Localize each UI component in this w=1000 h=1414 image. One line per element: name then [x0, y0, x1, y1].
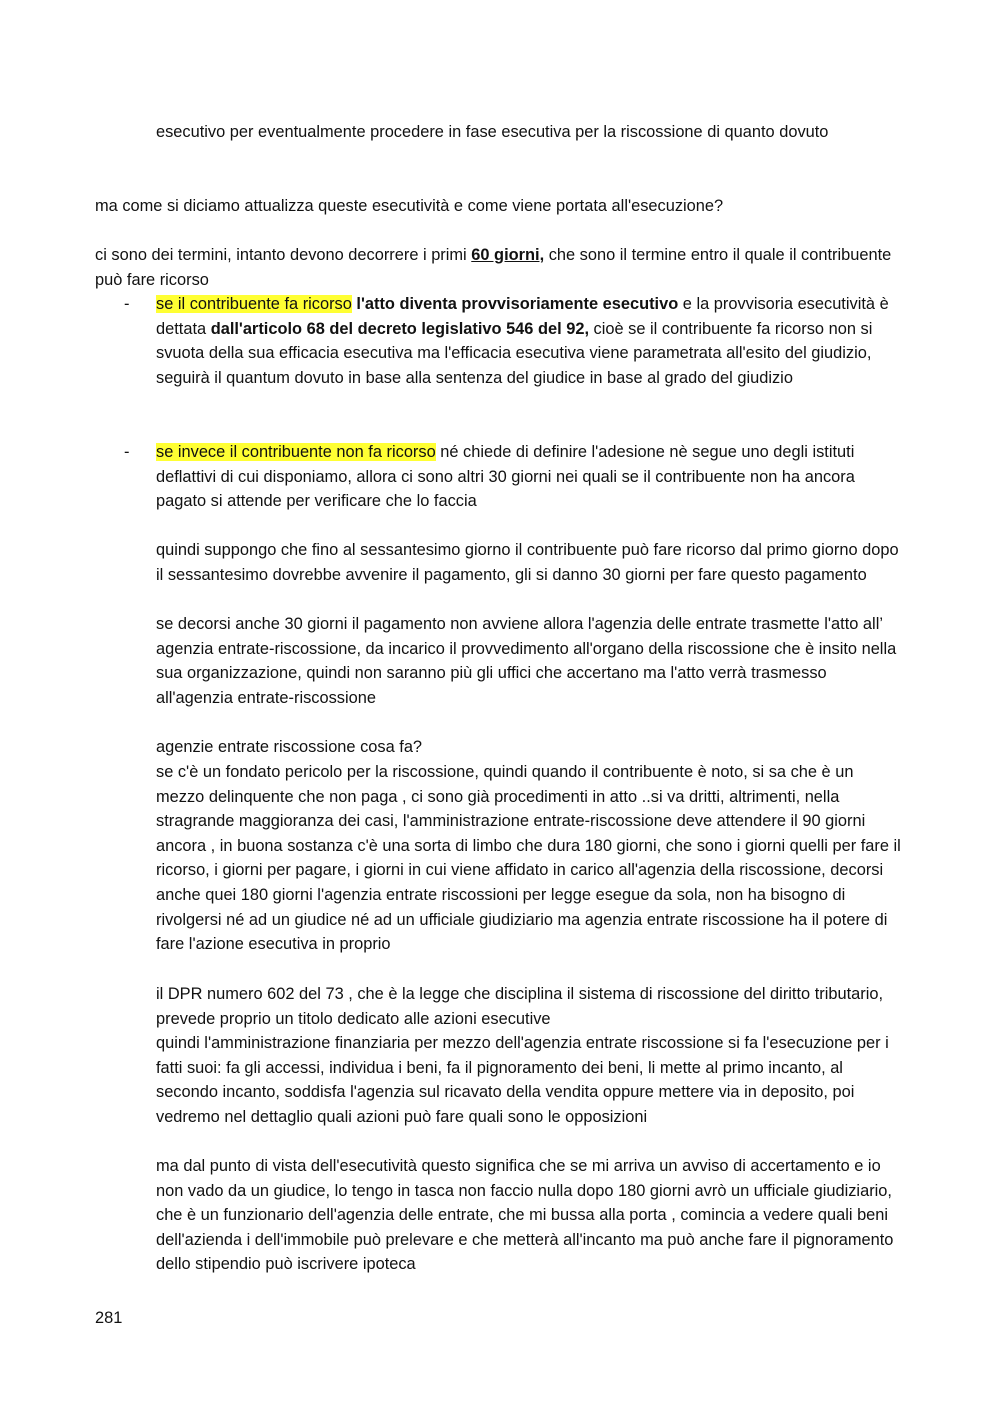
bullet2-text: né chiede di definire l'adesione nè segue uno degli istituti deflattivi di cui disponiamo, allora ci sono altri 30 giorni nei quali se il contribuente non ha ancora pagato si attende per verificare che lo faccia — [156, 443, 855, 511]
terms-text-a: ci sono dei termini, intanto devono decorrere i primi — [95, 246, 472, 264]
page-number: 281 — [95, 1309, 123, 1327]
highlight-fa-ricorso: se il contribuente fa ricorso — [156, 295, 352, 313]
bold-articolo-68: dall'articolo 68 del decreto legislativo 546 del 92, — [210, 319, 589, 338]
bullet1-text-2: cioè se il contribuente fa ricorso non si svuota della sua efficacia esecutiva ma l'efficacia esecutiva viene parametrata all'esito del giudizio, seguirà il quantum dovuto in base alla sentenza del giudice in base al grado del giudizio — [156, 319, 873, 387]
terms-text-c: che sono il termine entro il quale il contribuente può fare ricorso — [95, 246, 892, 289]
terms-sixty-days: 60 giorni, — [471, 246, 545, 264]
paragraph-decorsi: se decorsi anche 30 giorni il pagamento non avviene allora l'agenzia delle entrate trasmette l'atto all’ agenzia entrate-riscossione, da incarico il provvedimento all'organo della riscossione che è insito nella sua organizzazione, quindi non saranno più gli uffici che accertano ma l'atto verrà trasmesso all'agenzia entrate-riscossione — [156, 615, 897, 707]
bold-provvisoriamente: l'atto diventa provvisoriamente esecutivo — [351, 295, 679, 313]
paragraph-esecutivita: ma dal punto di vista dell'esecutività questo significa che se mi arriva un avviso di accertamento e io non vado da un giudice, lo tengo in tasca non faccio nulla dopo 180 giorni avrò un ufficiale giudiziario, che è un funzionario dell'agenzia delle entrate, che mi bussa alla porta , comincia a vedere quali beni dell'azienda i dell'immobile può prelevare e che metterà all'incanto ma può anche fare il pignoramento dello stipendio può iscrivere ipoteca — [156, 1157, 894, 1274]
bullet-ricorso — [156, 292, 904, 390]
bullet-non-ricorso — [156, 440, 904, 514]
paragraph-top: esecutivo per eventualmente procedere in fase esecutiva per la riscossione di quanto dovuto — [156, 123, 829, 141]
paragraph-pericolo: se c'è un fondato pericolo per la riscossione, quindi quando il contribuente è noto, si sa che è un mezzo delinquente che non paga , ci sono già procedimenti in atto ..si va dritti, altrimenti, nella stragrande maggioranza dei casi, l'amministrazione entrate-riscossione deve attendere il 90 giorni ancora , in buona sostanza c'è una sorta di limbo che dura 180 giorni, che sono i giorni quelli per fare il ricorso, i giorni per pagare, i giorni in cui viene affidato in carico all'agenzia della riscossione, decorsi anche quei 180 giorni l'agenzia entrate riscossioni per legge esegue da sola, non ha bisogno di rivolgersi né ad un giudice né ad un ufficiale giudiziario ma agenzia entrate riscossione ha il potere di fare l'azione esecutiva in proprio — [156, 763, 901, 954]
paragraph-dpr: il DPR numero 602 del 73 , che è la legge che disciplina il sistema di riscossione del diritto tributario, prevede proprio un titolo dedicato alle azioni esecutive — [156, 985, 884, 1028]
paragraph-agenzie: agenzie entrate riscossione cosa fa? — [156, 738, 423, 756]
paragraph-terms — [95, 243, 905, 292]
bullet1-text-1: e la provvisoria esecutività è dettata — [156, 295, 889, 338]
paragraph-quindi: quindi suppongo che fino al sessantesimo giorno il contribuente può fare ricorso dal primo giorno dopo il sessantesimo dovrebbe avvenire il pagamento, gli si danno 30 giorni per fare questo pagamento — [156, 541, 899, 584]
paragraph-question: ma come si diciamo attualizza queste esecutività e come viene portata all'esecuzione? — [95, 197, 724, 215]
bullet-dash-2: - — [124, 443, 130, 461]
highlight-non-fa-ricorso: se invece il contribuente non fa ricorso — [156, 443, 436, 461]
bullet-dash-1: - — [124, 295, 130, 313]
paragraph-amministrazione: quindi l'amministrazione finanziaria per mezzo dell'agenzia entrate riscossione si fa l'esecuzione per i fatti suoi: fa gli accessi, individua i beni, fa il pignoramento dei beni, li mette al primo incanto, al secondo incanto, soddisfa l'agenzia sul ricavato della vendita oppure mettere via in deposito, poi vedremo nel dettaglio quali azioni può fare quali sono le opposizioni — [156, 1034, 889, 1126]
